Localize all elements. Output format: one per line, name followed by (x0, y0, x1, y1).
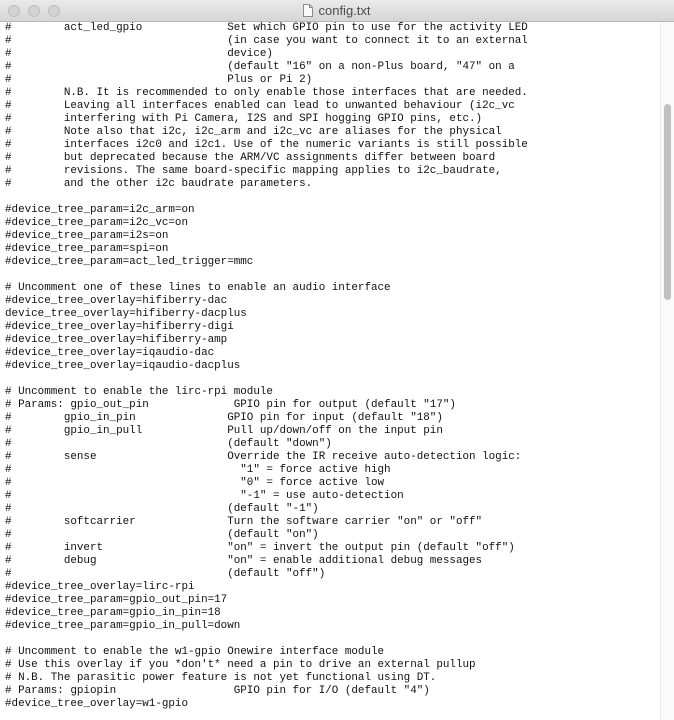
vertical-scrollbar[interactable] (660, 22, 674, 720)
editor-line[interactable]: # "0" = force active low (5, 477, 385, 489)
editor-line[interactable]: # gpio_in_pull Pull up/down/off on the input pin (5, 425, 443, 437)
editor-line[interactable]: # "1" = force active high (5, 464, 391, 476)
window-title-group (0, 3, 674, 19)
editor-line[interactable]: # but deprecated because the ARM/VC assignments differ between board (5, 152, 496, 164)
editor-line[interactable]: # Leaving all interfaces enabled can lead to unwanted behaviour (i2c_vc (5, 100, 515, 112)
editor-line[interactable]: #device_tree_overlay=hifiberry-digi (5, 321, 234, 333)
editor-line[interactable]: # Use this overlay if you *don't* need a pin to drive an external pullup (5, 659, 476, 671)
window-title: config.txt (318, 3, 371, 18)
title-bar[interactable] (0, 0, 674, 22)
editor-line[interactable]: # N.B. The parasitic power feature is not yet functional using DT. (5, 672, 437, 684)
editor-line[interactable] (5, 373, 660, 386)
editor-line[interactable] (5, 633, 660, 646)
editor-line[interactable]: # (default "on") (5, 529, 319, 541)
editor-line[interactable]: #device_tree_param=act_led_trigger=mmc (5, 256, 254, 268)
editor-line[interactable]: # (in case you want to connect it to an external (5, 35, 528, 47)
editor-line[interactable]: # act_led_gpio Set which GPIO pin to use for the activity LED (5, 22, 528, 34)
editor-line[interactable]: # Note also that i2c, i2c_arm and i2c_vc are aliases for the physical (5, 126, 502, 138)
editor-line[interactable]: #device_tree_param=i2c_vc=on (5, 217, 188, 229)
editor-line[interactable]: # debug "on" = enable additional debug messages (5, 555, 483, 567)
editor-line[interactable]: #device_tree_overlay=hifiberry-amp (5, 334, 228, 346)
editor-line[interactable] (5, 269, 660, 282)
editor-line[interactable]: # and the other i2c baudrate parameters. (5, 178, 313, 190)
editor-line[interactable]: # softcarrier Turn the software carrier "on" or "off" (5, 516, 483, 528)
editor-line[interactable]: # (default "off") (5, 568, 326, 580)
editor-line[interactable]: #device_tree_param=spi=on (5, 243, 169, 255)
editor-line[interactable]: # gpio_in_pin GPIO pin for input (default "18") (5, 412, 443, 424)
editor-line[interactable]: #device_tree_param=i2s=on (5, 230, 169, 242)
editor-line[interactable]: #device_tree_param=gpio_out_pin=17 (5, 594, 228, 606)
editor-line[interactable]: #device_tree_overlay=iqaudio-dac (5, 347, 215, 359)
editor-line[interactable]: # N.B. It is recommended to only enable those interfaces that are needed. (5, 87, 528, 99)
editor-line[interactable]: #device_tree_param=i2c_arm=on (5, 204, 195, 216)
editor-line[interactable]: # (default "-1") (5, 503, 319, 515)
editor-line[interactable]: # Plus or Pi 2) (5, 74, 313, 86)
editor-line[interactable]: # Uncomment to enable the w1-gpio Onewire interface module (5, 646, 385, 658)
editor-line[interactable]: # invert "on" = invert the output pin (default "off") (5, 542, 515, 554)
editor-line[interactable]: # (default "down") (5, 438, 332, 450)
editor-line[interactable]: # device) (5, 48, 273, 60)
editor-line[interactable]: # Uncomment to enable the lirc-rpi module (5, 386, 273, 398)
editor-line[interactable]: #device_tree_overlay=hifiberry-dac (5, 295, 228, 307)
text-editor-area[interactable] (0, 22, 660, 720)
scrollbar-thumb[interactable] (664, 104, 671, 300)
editor-line[interactable]: # sense Override the IR receive auto-detection logic: (5, 451, 522, 463)
document-text[interactable] (0, 22, 660, 711)
document-icon (303, 4, 313, 17)
editor-line[interactable] (5, 191, 660, 204)
editor-line[interactable]: #device_tree_overlay=w1-gpio (5, 698, 188, 710)
editor-line[interactable]: # Params: gpio_out_pin GPIO pin for output (default "17") (5, 399, 456, 411)
editor-line[interactable]: # interfering with Pi Camera, I2S and SPI hogging GPIO pins, etc.) (5, 113, 483, 125)
editor-line[interactable]: #device_tree_overlay=iqaudio-dacplus (5, 360, 241, 372)
editor-line[interactable]: # interfaces i2c0 and i2c1. Use of the numeric variants is still possible (5, 139, 528, 151)
editor-line[interactable]: #device_tree_param=gpio_in_pin=18 (5, 607, 221, 619)
editor-line[interactable]: #device_tree_overlay=lirc-rpi (5, 581, 195, 593)
editor-line[interactable]: # (default "16" on a non-Plus board, "47" on a (5, 61, 515, 73)
editor-line[interactable]: #device_tree_param=gpio_in_pull=down (5, 620, 241, 632)
editor-line[interactable]: device_tree_overlay=hifiberry-dacplus (5, 308, 247, 320)
editor-line[interactable]: # Uncomment one of these lines to enable an audio interface (5, 282, 391, 294)
editor-line[interactable]: # revisions. The same board-specific mapping applies to i2c_baudrate, (5, 165, 502, 177)
editor-line[interactable]: # Params: gpiopin GPIO pin for I/O (default "4") (5, 685, 430, 697)
editor-line[interactable]: # "-1" = use auto-detection (5, 490, 404, 502)
